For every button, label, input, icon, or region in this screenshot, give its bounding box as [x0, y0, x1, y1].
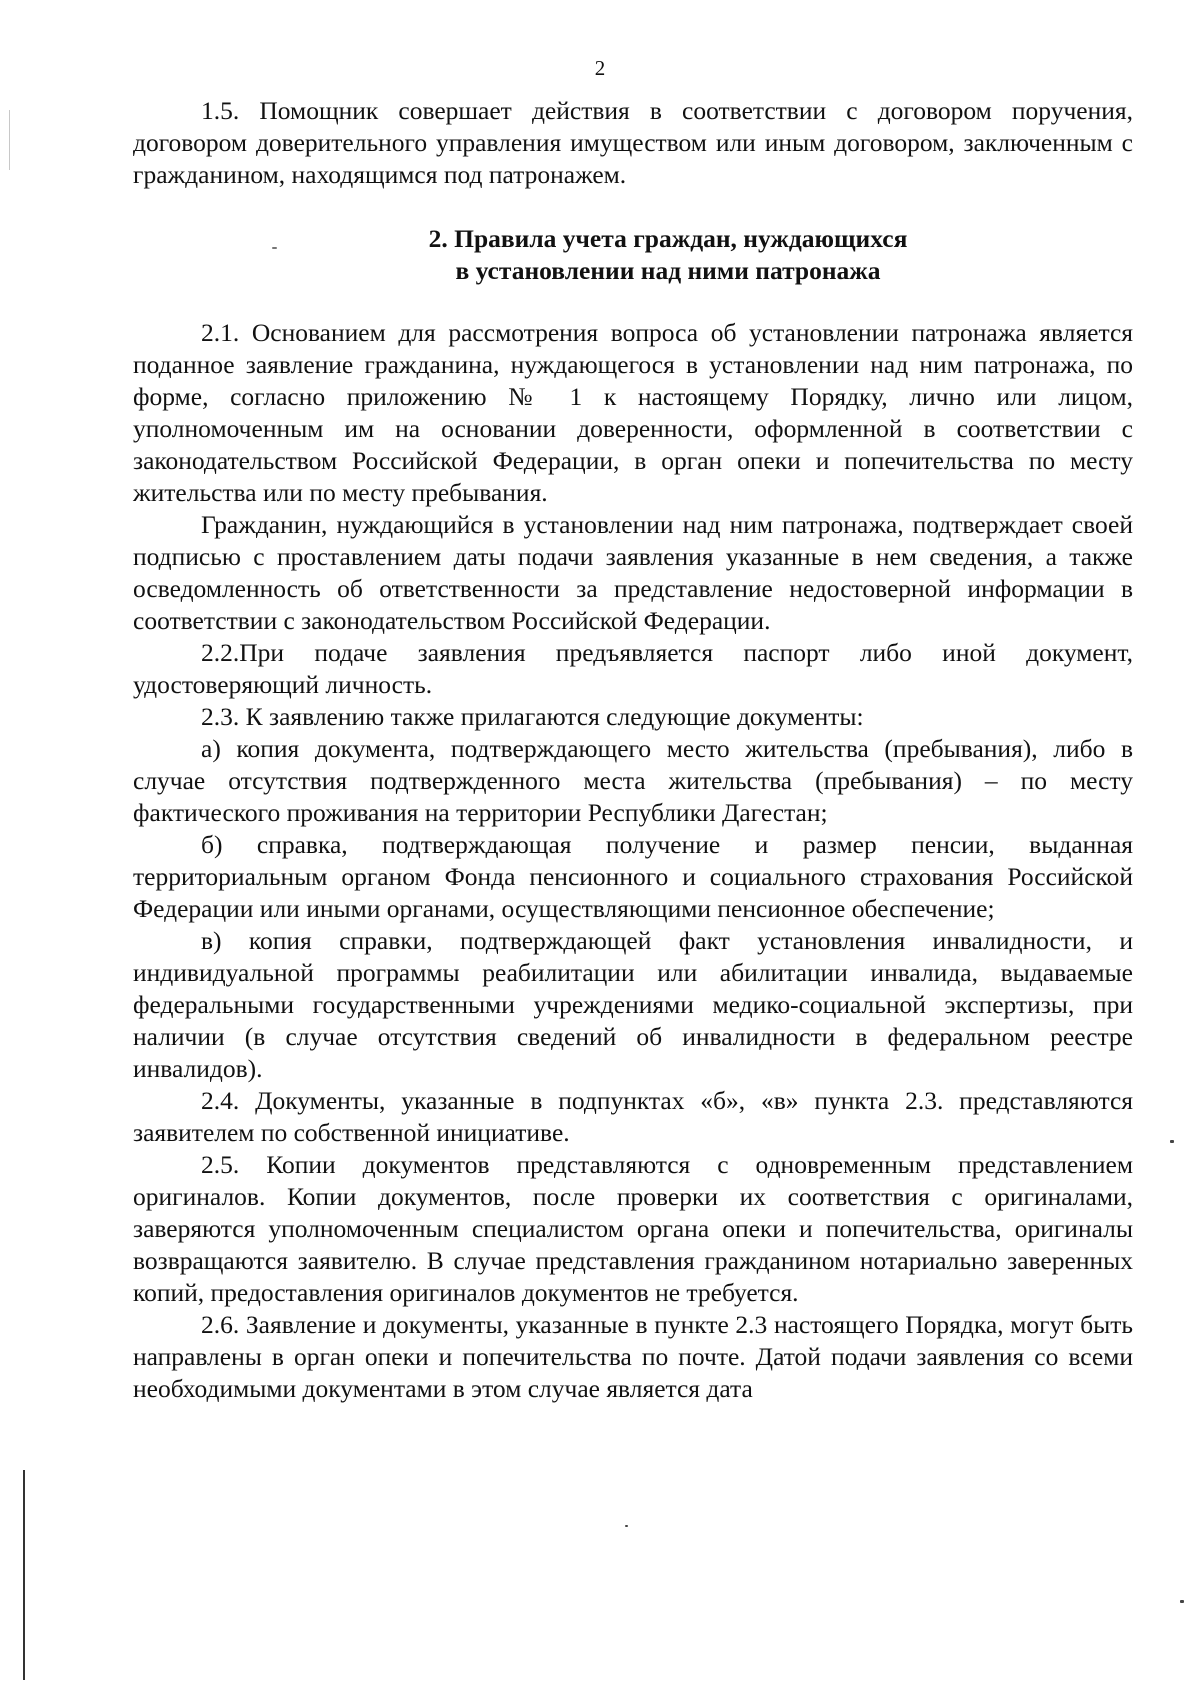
scan-speck [625, 1525, 628, 1527]
paragraph-2-2: 2.2.При подаче заявления предъявляется паспорт либо иной документ, удостоверяющий личность. [133, 638, 1133, 699]
paragraph-2-5: 2.5. Копии документов представляются с одновременным представлением оригиналов. Копии документов, после проверки их соответствия с оригиналами, заверяются уполномоченным специалистом органа опеки и попечительства, оригиналы возвращаются заявителю. В случае представления гражданином нотариально заверенных копий, предоставления оригиналов документов не требуется. [133, 1150, 1133, 1307]
scan-speck [1170, 1140, 1174, 1143]
scan-edge-line [23, 1470, 25, 1680]
paragraph-2-3-b: б) справка, подтверждающая получение и размер пенсии, выданная территориальным органом Фонда пенсионного и социального страхования Российской Федерации или иными органами, осуществляющими пенсионное обеспечение; [133, 830, 1133, 923]
paragraph-1-5: 1.5. Помощник совершает действия в соответствии с договором поручения, договором доверительного управления имуществом или иным договором, заключенным с гражданином, находящимся под патронажем. [133, 96, 1133, 189]
paragraph-2-1: 2.1. Основанием для рассмотрения вопроса об установлении патронажа является поданное заявление гражданина, нуждающегося в установлении над ним патронажа, по форме, согласно приложению № 1 к настоящему Порядку, лично или лицом, уполномоченным им на основании доверенности, оформленной в соответствии с законодательством Российской Федерации, в орган опеки и попечительства по месту жительства или по месту пребывания. [133, 318, 1133, 507]
paragraph-2-3-a: а) копия документа, подтверждающего место жительства (пребывания), либо в случае отсутствия подтвержденного места жительства (пребывания) – по месту фактического проживания на территории Республики Дагестан; [133, 734, 1133, 827]
paragraph-2-4: 2.4. Документы, указанные в подпунктах «б», «в» пункта 2.3. представляются заявителем по собственной инициативе. [133, 1086, 1133, 1147]
section-heading-line-2: в установлении над ними патронажа [455, 256, 881, 285]
paragraph-2-3-v: в) копия справки, подтверждающей факт установления инвалидности, и индивидуальной программы реабилитации или абилитации инвалида, выдаваемые федеральными государственными учреждениями медико-социальной экспертизы, при наличии (в случае отсутствия сведений об инвалидности в федеральном реестре инвалидов). [133, 926, 1133, 1083]
paragraph-2-3: 2.3. К заявлению также прилагаются следующие документы: [201, 702, 864, 731]
scan-edge-line-faint [9, 110, 10, 170]
page-number: 2 [594, 56, 606, 80]
paragraph-2-1-signature: Гражданин, нуждающийся в установлении над ним патронажа, подтверждает своей подписью с проставлением даты подачи заявления указанные в нем сведения, а также осведомленность об ответственности за представление недостоверной информации в соответствии с законодательством Российской Федерации. [133, 510, 1133, 635]
section-heading-line-1: 2. Правила учета граждан, нуждающихся [428, 224, 908, 253]
scan-speck [1180, 1600, 1184, 1603]
section-heading [133, 223, 1133, 287]
paragraph-2-6: 2.6. Заявление и документы, указанные в пункте 2.3 настоящего Порядка, могут быть направлены в орган опеки и попечительства по почте. Датой подачи заявления со всеми необходимыми документами в этом случае является дата [133, 1310, 1133, 1403]
scan-speck [272, 247, 277, 249]
document-body [133, 95, 1133, 1405]
